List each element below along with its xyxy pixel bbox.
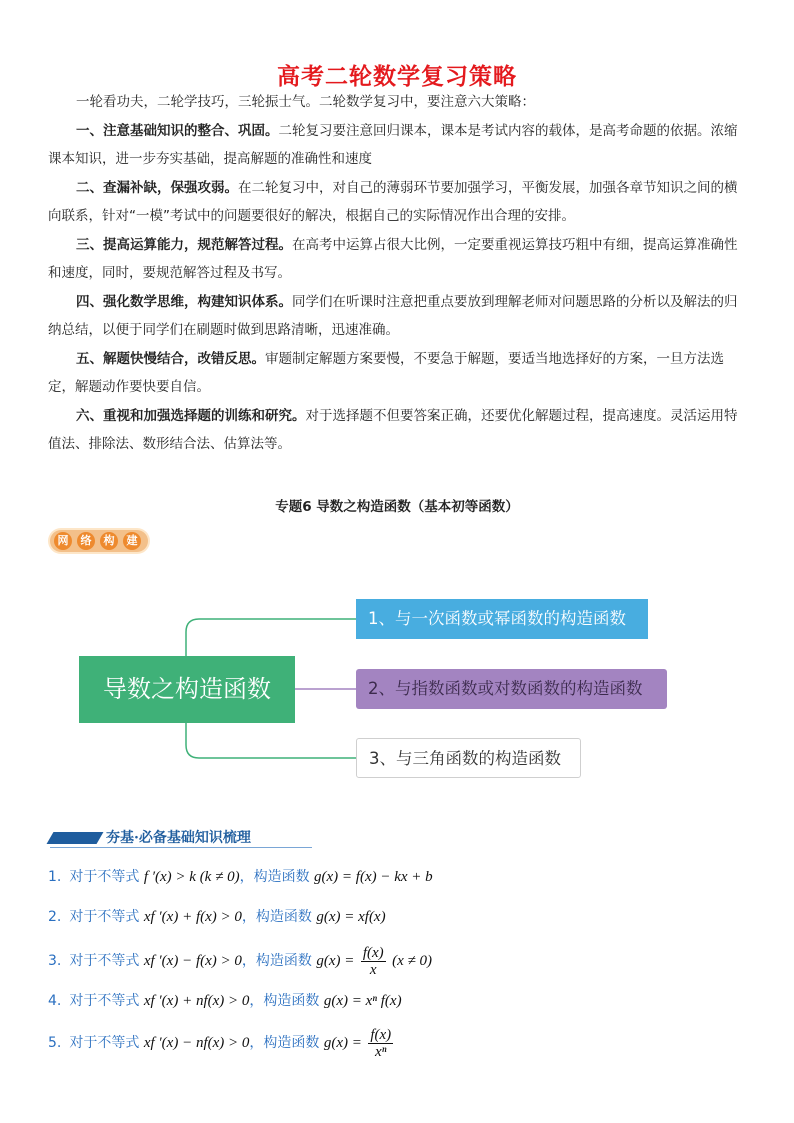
item-number: 4.	[48, 993, 62, 1009]
topic-title: 专题6 导数之构造函数（基本初等函数）	[275, 499, 519, 515]
item-pre: 对于不等式	[69, 993, 140, 1009]
strategy-6-head: 六、重视和加强选择题的训练和研究。	[76, 408, 306, 424]
item-number: 2.	[48, 909, 62, 925]
badge-char-2: 络	[77, 532, 95, 550]
strategy-3-head: 三、提高运算能力，规范解答过程。	[76, 237, 292, 253]
section-heading-text: 夯基·必备基础知识梳理	[106, 830, 251, 846]
item-mid: ，构造函数	[249, 1035, 320, 1051]
item-pre: 对于不等式	[69, 909, 140, 925]
item-fraction	[361, 945, 386, 978]
strategy-6-body: 对于选择题不但要答案正确，还要优化解题过程，提高速度。灵活运用特值法、排除法、数形结合法、估算法等。	[48, 408, 738, 452]
badge-char-1: 网	[54, 532, 72, 550]
section-bar	[47, 832, 104, 844]
item-inequality: xf ′(x) + f(x) > 0	[143, 909, 242, 925]
strategy-1-body: 二轮复习要注意回归课本，课本是考试内容的载体，是高考命题的依据。浓缩课本知识，进一步夯实基础，提高解题的准确性和速度	[48, 123, 738, 167]
list-item-3	[48, 944, 432, 978]
list-item-2	[48, 902, 386, 932]
item-mid: ，构造函数	[241, 953, 312, 969]
item-function: g(x) = xⁿ f(x)	[323, 993, 402, 1009]
item-inequality: xf ′(x) + nf(x) > 0	[143, 993, 250, 1009]
mindmap-node-1: 1、与一次函数或幂函数的构造函数	[356, 599, 648, 639]
strategy-5-body: 审题制定解题方案要慢，不要急于解题，要适当地选择好的方案，一旦方法选定，解题动作要快要自信。	[48, 351, 724, 395]
item-pre: 对于不等式	[69, 953, 140, 969]
item-inequality: xf ′(x) − f(x) > 0	[143, 953, 242, 969]
mindmap-node-3: 3、与三角函数的构造函数	[356, 738, 581, 778]
item-pre: 对于不等式	[69, 869, 140, 885]
item-mid: ，构造函数	[249, 993, 320, 1009]
list-item-4	[48, 986, 402, 1016]
section-underline	[50, 847, 312, 848]
page-title: 高考二轮数学复习策略	[277, 64, 517, 90]
item-mid: ，构造函数	[241, 909, 312, 925]
item-inequality: f ′(x) > k (k ≠ 0)	[143, 869, 240, 885]
mindmap-root: 导数之构造函数	[79, 656, 295, 723]
item-function: g(x) = xf(x)	[316, 909, 386, 925]
badge-char-3: 构	[100, 532, 118, 550]
fraction-numerator: f(x)	[370, 1026, 392, 1043]
item-function-lhs: g(x) =	[316, 953, 355, 969]
strategy-2-body: 在二轮复习中，对自己的薄弱环节要加强学习，平衡发展，加强各章节知识之间的横向联系，针对“一模”考试中的问题要很好的解决，根据自己的实际情况作出合理的安排。	[48, 180, 738, 224]
strategy-4-body: 同学们在听课时注意把重点要放到理解老师对问题思路的分析以及解法的归纳总结，以便于同学们在刷题时做到思路清晰，迅速准确。	[48, 294, 738, 338]
item-mid: ，构造函数	[239, 869, 310, 885]
strategy-2-head: 二、查漏补缺，保强攻弱。	[76, 180, 238, 196]
badge-char-4: 建	[123, 532, 141, 550]
item-function: g(x) = f(x) − kx + b	[314, 869, 433, 885]
item-fraction	[368, 1027, 393, 1060]
mindmap-node-2: 2、与指数函数或对数函数的构造函数	[356, 669, 667, 709]
item-pre: 对于不等式	[69, 1035, 140, 1051]
strategy-1-head: 一、注意基础知识的整合、巩固。	[76, 123, 279, 139]
strategy-3-body: 在高考中运算占很大比例，一定要重视运算技巧粗中有细，提高运算准确性和速度，同时，要规范解答过程及书写。	[48, 237, 738, 281]
item-inequality: xf ′(x) − nf(x) > 0	[143, 1035, 250, 1051]
list-item-1	[48, 862, 433, 892]
fraction-denominator: x	[369, 961, 377, 978]
item-number: 3.	[48, 953, 62, 969]
fraction-numerator: f(x)	[362, 944, 384, 961]
list-item-5	[48, 1026, 395, 1060]
item-function-rhs: (x ≠ 0)	[392, 953, 432, 969]
fraction-denominator: xⁿ	[375, 1043, 387, 1060]
item-number: 1.	[48, 869, 62, 885]
strategy-5-head: 五、解题快慢结合，改错反思。	[76, 351, 265, 367]
strategy-4-head: 四、强化数学思维，构建知识体系。	[76, 294, 292, 310]
item-function-lhs: g(x) =	[323, 1035, 362, 1051]
item-number: 5.	[48, 1035, 62, 1051]
intro-text: 一轮看功夫，二轮学技巧，三轮振士气。二轮数学复习中，要注意六大策略：	[76, 94, 535, 110]
section-heading	[50, 826, 312, 848]
